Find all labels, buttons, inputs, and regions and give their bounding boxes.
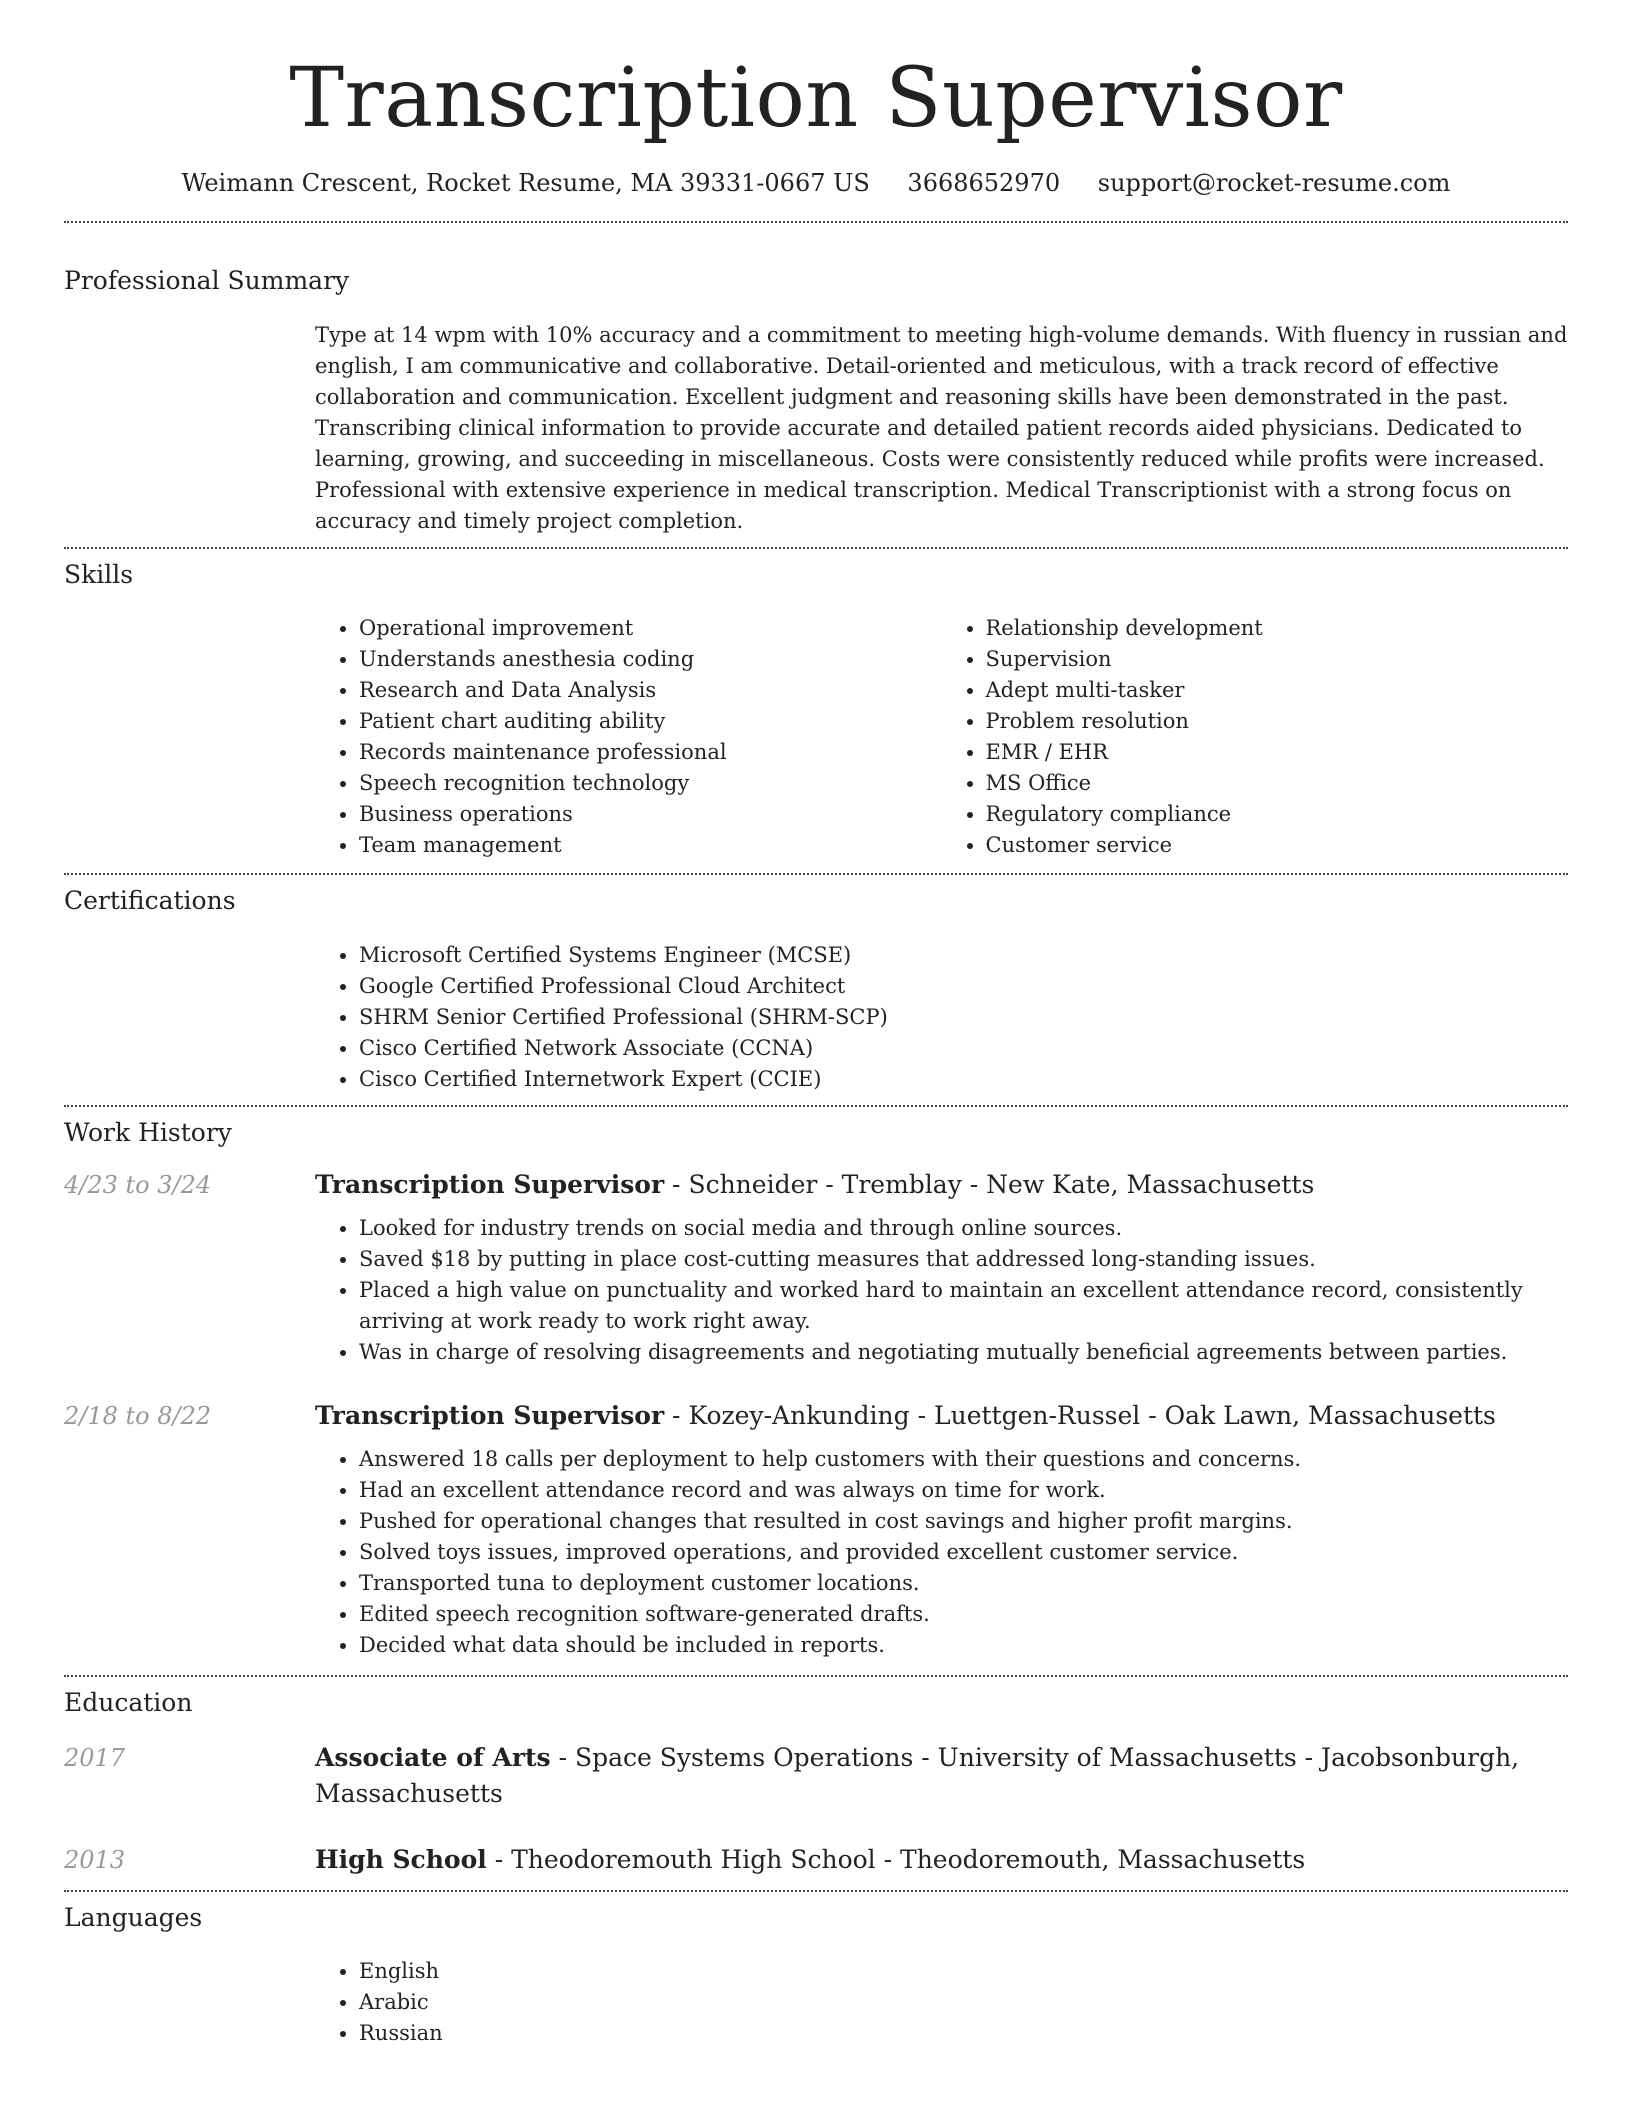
work-dates: 2/18 to 8/22 — [64, 1402, 212, 1431]
language-item: • Arabic — [359, 1987, 1568, 2018]
skill-item: • Business operations — [359, 799, 942, 830]
work-body — [315, 1398, 1568, 1661]
section-divider — [64, 221, 1568, 223]
contact-email: support@rocket-resume.com — [1097, 169, 1451, 198]
degree: Associate of Arts — [315, 1742, 551, 1772]
languages-content — [315, 1956, 1568, 2049]
skill-item: • Team management — [359, 830, 942, 861]
education-body — [315, 1740, 1568, 1812]
languages-section — [64, 1902, 1568, 2050]
languages-list — [315, 1956, 1568, 2049]
job-bullet: • Solved toys issues, improved operations, and provided excellent customer service. — [359, 1537, 1568, 1568]
education-entries — [64, 1740, 1568, 1878]
degree: High School — [315, 1844, 487, 1874]
skill-item: • Problem resolution — [986, 706, 1569, 737]
contact-phone: 3668652970 — [907, 169, 1061, 198]
job-details: - Schneider - Tremblay - New Kate, Massachusetts — [664, 1170, 1315, 1200]
job-bullet: • Saved $18 by putting in place cost-cutting measures that addressed long-standing issues. — [359, 1244, 1568, 1275]
skill-item: • Supervision — [986, 644, 1569, 675]
job-title: Transcription Supervisor — [315, 1170, 665, 1200]
education-details: - Space Systems Operations - University of Massachusetts - Jacobsonburgh, Massachusetts — [315, 1742, 1520, 1808]
language-item: • English — [359, 1956, 1568, 1987]
job-bullet: • Transported tuna to deployment customer locations. — [359, 1568, 1568, 1599]
work-body — [315, 1167, 1568, 1368]
job-bullets — [315, 1213, 1568, 1368]
education-heading — [315, 1842, 1568, 1878]
certifications-content — [315, 940, 1568, 1095]
job-bullets — [315, 1444, 1568, 1661]
resume-page — [64, 0, 1568, 2049]
job-details: - Kozey-Ankunding - Luettgen-Russel - Oak Lawn, Massachusetts — [664, 1401, 1496, 1431]
resume-name: Transcription Supervisor — [289, 51, 1343, 146]
skill-item: • Speech recognition technology — [359, 768, 942, 799]
skill-item: • Regulatory compliance — [986, 799, 1569, 830]
job-bullet: • Placed a high value on punctuality and worked hard to maintain an excellent attendance record, consistently arriving at work ready to work right away. — [359, 1275, 1568, 1337]
job-bullet: • Was in charge of resolving disagreements and negotiating mutually beneficial agreements between parties. — [359, 1337, 1568, 1368]
work-entry — [64, 1167, 1568, 1368]
section-divider — [64, 1890, 1568, 1892]
certifications-list — [315, 940, 1568, 1095]
work-section — [64, 1117, 1568, 1662]
job-bullet: • Looked for industry trends on social media and through online sources. — [359, 1213, 1568, 1244]
section-title-education: Education — [64, 1688, 193, 1718]
section-title-skills: Skills — [64, 559, 134, 589]
skill-item: • MS Office — [986, 768, 1569, 799]
job-bullet: • Decided what data should be included in reports. — [359, 1630, 1568, 1661]
skill-item: • Adept multi-tasker — [986, 675, 1569, 706]
job-title: Transcription Supervisor — [315, 1401, 665, 1431]
skills-section — [64, 559, 1568, 862]
job-bullet: • Answered 18 calls per deployment to help customers with their questions and concerns. — [359, 1444, 1568, 1475]
section-divider — [64, 547, 1568, 549]
contact-address: Weimann Crescent, Rocket Resume, MA 39331-0667 US — [181, 169, 870, 198]
education-year: 2013 — [64, 1845, 126, 1874]
certification-item: • Microsoft Certified Systems Engineer (MCSE) — [359, 940, 1568, 971]
skill-item: • Customer service — [986, 830, 1569, 861]
section-divider — [64, 1675, 1568, 1677]
skills-columns — [315, 613, 1568, 861]
section-divider — [64, 1105, 1568, 1107]
skill-item: • Records maintenance professional — [359, 737, 942, 768]
work-entry — [64, 1398, 1568, 1661]
skill-item: • EMR / EHR — [986, 737, 1569, 768]
work-heading — [315, 1398, 1568, 1434]
education-details: - Theodoremouth High School - Theodoremouth, Massachusetts — [486, 1844, 1306, 1874]
summary-text: Type at 14 wpm with 10% accuracy and a commitment to meeting high-volume demands. With fluency in russian and english, I am communicative and collaborative. Detail-oriented and meticulous, with a track record of effective collaboration and communication. Excellent judgment and reasoning skills have been demonstrated in the past. Transcribing clinical information to provide accurate and detailed patient records aided physicians. Dedicated to learning, growing, and succeeding in miscellaneous. Costs were consistently reduced while profits were increased. Professional with extensive experience in medical transcription. Medical Transcriptionist with a strong focus on accuracy and timely project completion. — [315, 322, 1568, 533]
education-entry — [64, 1740, 1568, 1812]
section-divider — [64, 873, 1568, 875]
skill-item: • Operational improvement — [359, 613, 942, 644]
work-entries — [64, 1167, 1568, 1661]
certification-item: • Cisco Certified Internetwork Expert (CCIE) — [359, 1064, 1568, 1095]
certifications-section — [64, 885, 1568, 1095]
section-title-languages: Languages — [64, 1902, 203, 1932]
summary-section — [64, 265, 1568, 537]
job-bullet: • Pushed for operational changes that resulted in cost savings and higher profit margins. — [359, 1506, 1568, 1537]
education-section — [64, 1687, 1568, 1878]
certification-item: • SHRM Senior Certified Professional (SHRM-SCP) — [359, 1002, 1568, 1033]
section-title-summary: Professional Summary — [64, 266, 350, 296]
education-body — [315, 1842, 1568, 1878]
skill-item: • Understands anesthesia coding — [359, 644, 942, 675]
skills-list-right — [942, 613, 1569, 861]
work-heading — [315, 1167, 1568, 1203]
contact-line — [64, 168, 1568, 199]
skill-item: • Relationship development — [986, 613, 1569, 644]
job-bullet: • Had an excellent attendance record and was always on time for work. — [359, 1475, 1568, 1506]
certification-item: • Cisco Certified Network Associate (CCNA) — [359, 1033, 1568, 1064]
work-dates: 4/23 to 3/24 — [64, 1171, 212, 1200]
education-year: 2017 — [64, 1743, 126, 1772]
section-title-work: Work History — [64, 1117, 232, 1147]
job-bullet: • Edited speech recognition software-generated drafts. — [359, 1599, 1568, 1630]
education-heading — [315, 1740, 1568, 1812]
language-item: • Russian — [359, 2018, 1568, 2049]
skill-item: • Patient chart auditing ability — [359, 706, 942, 737]
certification-item: • Google Certified Professional Cloud Architect — [359, 971, 1568, 1002]
education-entry — [64, 1842, 1568, 1878]
section-title-certifications: Certifications — [64, 886, 236, 916]
skill-item: • Research and Data Analysis — [359, 675, 942, 706]
skills-list-left — [315, 613, 942, 861]
